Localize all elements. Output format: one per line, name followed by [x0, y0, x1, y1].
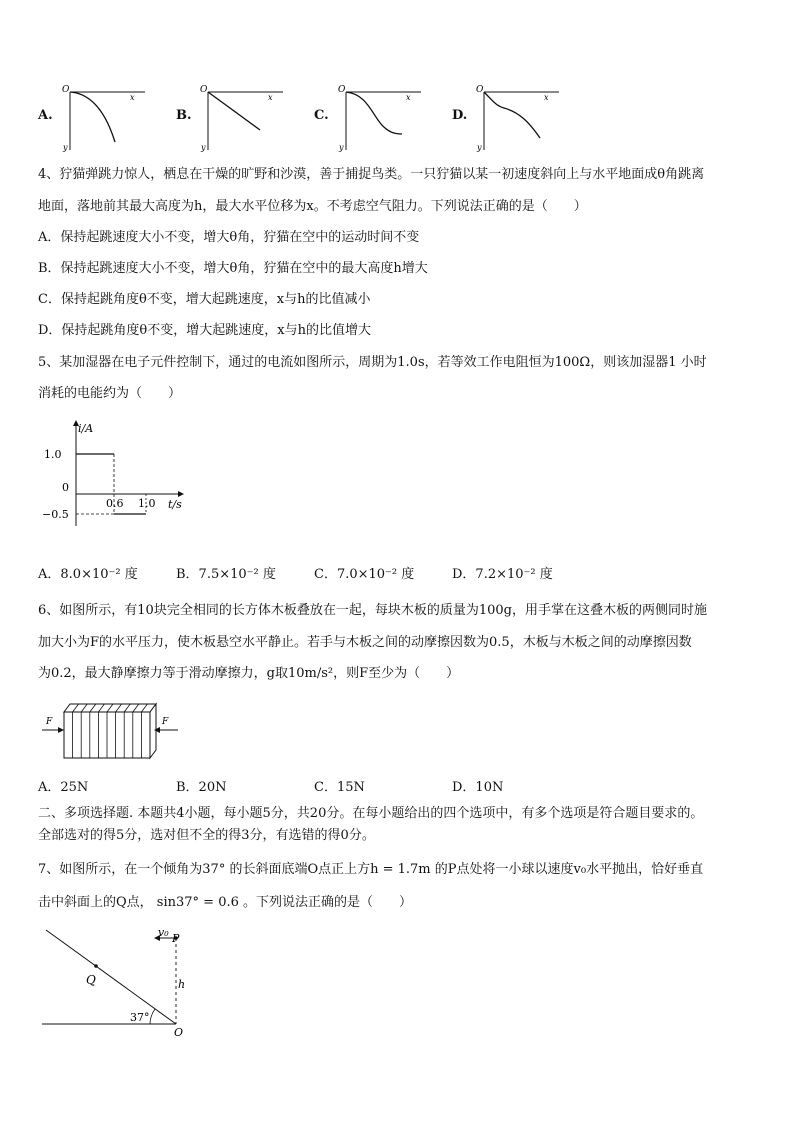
q3-option-a-label: A. — [38, 108, 53, 123]
q3-curve-c — [346, 92, 402, 134]
q3-a-xlabel: x — [130, 93, 135, 102]
q3-graph-a — [60, 82, 150, 154]
q3-option-b-label: B. — [176, 108, 192, 123]
q3-option-d-label: D. — [452, 108, 468, 123]
q3-b-xlabel: x — [268, 93, 273, 102]
q3-curve-b — [208, 92, 260, 130]
q5-ylabel: i/A — [78, 422, 94, 435]
q6-option-b: B．20N — [176, 780, 227, 795]
q5-xtick-10: 1.0 — [138, 497, 156, 510]
q3-graph-c — [336, 82, 426, 154]
q6-board-stack — [64, 704, 156, 758]
q6-stem-line-1: 6、如图所示，有10块完全相同的长方体木板叠放在一起，每块木板的质量为100g，用手掌在这叠木板的两侧同时施 — [38, 603, 707, 618]
q3-c-ylabel: y — [339, 143, 344, 152]
q5-option-a: A．8.0×10⁻² 度 — [38, 567, 138, 582]
q6-option-c: C．15N — [314, 780, 365, 795]
q3-c-origin: O — [338, 85, 346, 95]
q3-d-ylabel: y — [477, 143, 482, 152]
q5-stem-line-2: 消耗的电能约为（ ） — [38, 386, 182, 401]
q6-option-a: A．25N — [38, 780, 89, 795]
q5-current-graph — [38, 418, 198, 530]
q5-stem-line-1: 5、某加湿器在电子元件控制下，通过的电流如图所示，周期为1.0s，若等效工作电阻恒为100Ω，则该加湿器1 小时 — [38, 355, 707, 370]
q4-option-c: C．保持起跳角度θ不变，增大起跳速度，x与h的比值减小 — [38, 292, 371, 307]
q6-force-left-label: F — [46, 717, 53, 727]
section-2-line-2: 全部选对的得5分，选对但不全的得3分，有选错的得0分。 — [38, 828, 375, 843]
q6-option-d: D．10N — [452, 780, 504, 795]
q5-ytick-neg: −0.5 — [42, 508, 69, 521]
q4-stem-line-2: 地面，落地前其最大高度为h，最大水平位移为x。不考虑空气阻力。下列说法正确的是（ ） — [38, 199, 587, 214]
q4-option-b: B．保持起跳速度大小不变，增大θ角，狞猫在空中的最大高度h增大 — [38, 261, 428, 276]
q4-option-a: A．保持起跳速度大小不变，增大θ角，狞猫在空中的运动时间不变 — [38, 230, 420, 245]
q6-boards-figure — [38, 698, 188, 766]
q5-ytick-0: 0 — [62, 481, 69, 494]
q7-stem-line-2: 击中斜面上的Q点， sin37° = 0.6 。下列说法正确的是（ ） — [38, 895, 412, 910]
q7-h-label: h — [178, 978, 186, 991]
q3-option-c-label: C. — [314, 108, 329, 123]
q5-ytick-1: 1.0 — [44, 448, 62, 461]
q6-stem-line-2: 加大小为F的水平压力，使木板悬空水平静止。若手与木板之间的动摩擦因数为0.5，木板与木板之间的动摩擦因数 — [38, 635, 692, 650]
q3-curve-a — [70, 92, 115, 142]
q7-v0-label: v₀ — [158, 926, 169, 939]
q5-option-d: D．7.2×10⁻² 度 — [452, 567, 553, 582]
q4-stem-line-1: 4、狞猫弹跳力惊人，栖息在干燥的旷野和沙漠，善于捕捉鸟类。一只狞猫以某一初速度斜向上与水平地面成θ角跳离 — [38, 167, 705, 182]
q3-a-origin: O — [62, 85, 70, 95]
q7-incline — [46, 930, 176, 1024]
q3-d-xlabel: x — [544, 93, 549, 102]
q3-curve-d — [484, 92, 540, 138]
q5-xlabel: t/s — [168, 498, 182, 511]
q7-incline-figure — [38, 926, 208, 1038]
q7-point-q — [94, 964, 98, 968]
q3-c-xlabel: x — [406, 93, 411, 102]
q3-d-origin: O — [476, 85, 484, 95]
q4-option-d: D．保持起跳角度θ不变，增大起跳速度，x与h的比值增大 — [38, 323, 371, 338]
q7-angle-label: 37° — [130, 1011, 150, 1024]
q7-stem-line-1: 7、如图所示，在一个倾角为37° 的长斜面底端O点正上方h = 1.7m 的P点处将一小球以速度v₀水平抛出，恰好垂直 — [38, 862, 704, 877]
q6-force-right-label: F — [162, 717, 169, 727]
section-2-line-1: 二、多项选择题. 本题共4小题，每小题5分，共20分。在每小题给出的四个选项中，有多个选项是符合题目要求的。 — [38, 806, 704, 821]
q7-o-label: O — [174, 1026, 184, 1038]
q3-graph-b — [198, 82, 288, 154]
q3-graph-d — [474, 82, 564, 154]
q5-xtick-06: 0.6 — [106, 497, 124, 510]
q5-option-c: C．7.0×10⁻² 度 — [314, 567, 415, 582]
q6-stem-line-3: 为0.2，最大静摩擦力等于滑动摩擦力，g取10m/s²，则F至少为（ ） — [38, 666, 460, 681]
q5-option-b: B．7.5×10⁻² 度 — [176, 567, 276, 582]
q3-a-ylabel: y — [63, 143, 68, 152]
q7-p-label: P — [172, 932, 180, 945]
q7-q-label: Q — [86, 973, 96, 987]
q3-b-origin: O — [200, 85, 208, 95]
q3-b-ylabel: y — [201, 143, 206, 152]
q7-angle-arc — [150, 1009, 155, 1024]
